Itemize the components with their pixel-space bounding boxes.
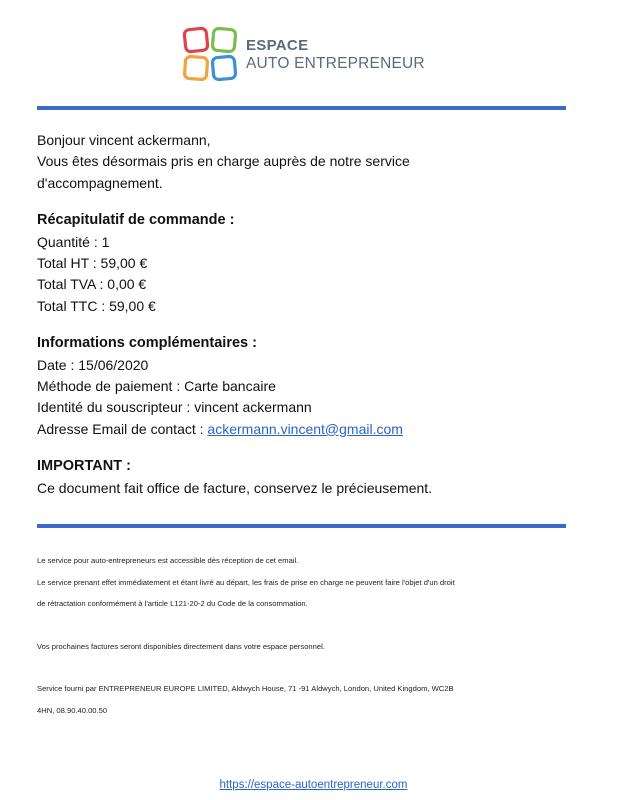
legal-line: 4HN, 08.90.40.00.50 [37, 705, 108, 715]
brand-name-line1: ESPACE [246, 36, 309, 54]
important-title: IMPORTANT : [37, 458, 131, 475]
email-link[interactable]: ackermann.vincent@gmail.com [207, 420, 403, 437]
order-total-ttc: Total TTC : 59,00 € [37, 297, 156, 314]
legal-line: Vos prochaines factures seront disponibles directement dans votre espace personnel. [37, 641, 325, 651]
order-total-tva: Total TVA : 0,00 € [37, 276, 147, 293]
info-subscriber: Identité du souscripteur : vincent ackermann [37, 399, 312, 416]
email-body [37, 130, 577, 499]
legal-line: Le service prenant effet immédiatement et étant livré au départ, les frais de prise en charge ne peuvent faire l'objet d'un droit [37, 577, 455, 587]
important-text: Ce document fait office de facture, conservez le précieusement. [37, 479, 433, 496]
info-payment-method: Méthode de paiement : Carte bancaire [37, 378, 276, 395]
legal-line: de rétractation conformément à l'article L121-20-2 du Code de la consommation. [37, 599, 308, 608]
info-date: Date : 15/06/2020 [37, 356, 149, 373]
order-summary-title: Récapitulatif de commande : [37, 212, 235, 229]
legal-line: Le service pour auto-entrepreneurs est accessible dès réception de cet email. [37, 556, 299, 565]
top-divider [37, 106, 566, 110]
brand-name-line2: AUTO ENTREPRENEUR [246, 54, 425, 72]
info-title: Informations complémentaires : [37, 335, 257, 352]
legal-line: Service fourni par ENTREPRENEUR EUROPE LIMITED, Aldwych House, 71 -91 Aldwych, London, United Kingdom, WC2B [37, 684, 454, 693]
legal-notice [37, 550, 567, 721]
website-link[interactable]: https://espace-autoentrepreneur.com [219, 779, 408, 791]
order-total-ht: Total HT : 59,00 € [37, 255, 148, 272]
order-quantity: Quantité : 1 [37, 233, 110, 250]
info-contact-email [37, 419, 577, 440]
header-logo [182, 26, 425, 84]
bottom-divider [37, 524, 566, 528]
greeting-line: Bonjour vincent ackermann, [37, 132, 211, 148]
brand-logo-icon [182, 26, 240, 84]
greeting-text-2: d'accompagnement. [37, 174, 163, 191]
email-label: Adresse Email de contact : [37, 420, 208, 437]
greeting-text-1: Vous êtes désormais pris en charge auprès de notre service [37, 153, 410, 170]
